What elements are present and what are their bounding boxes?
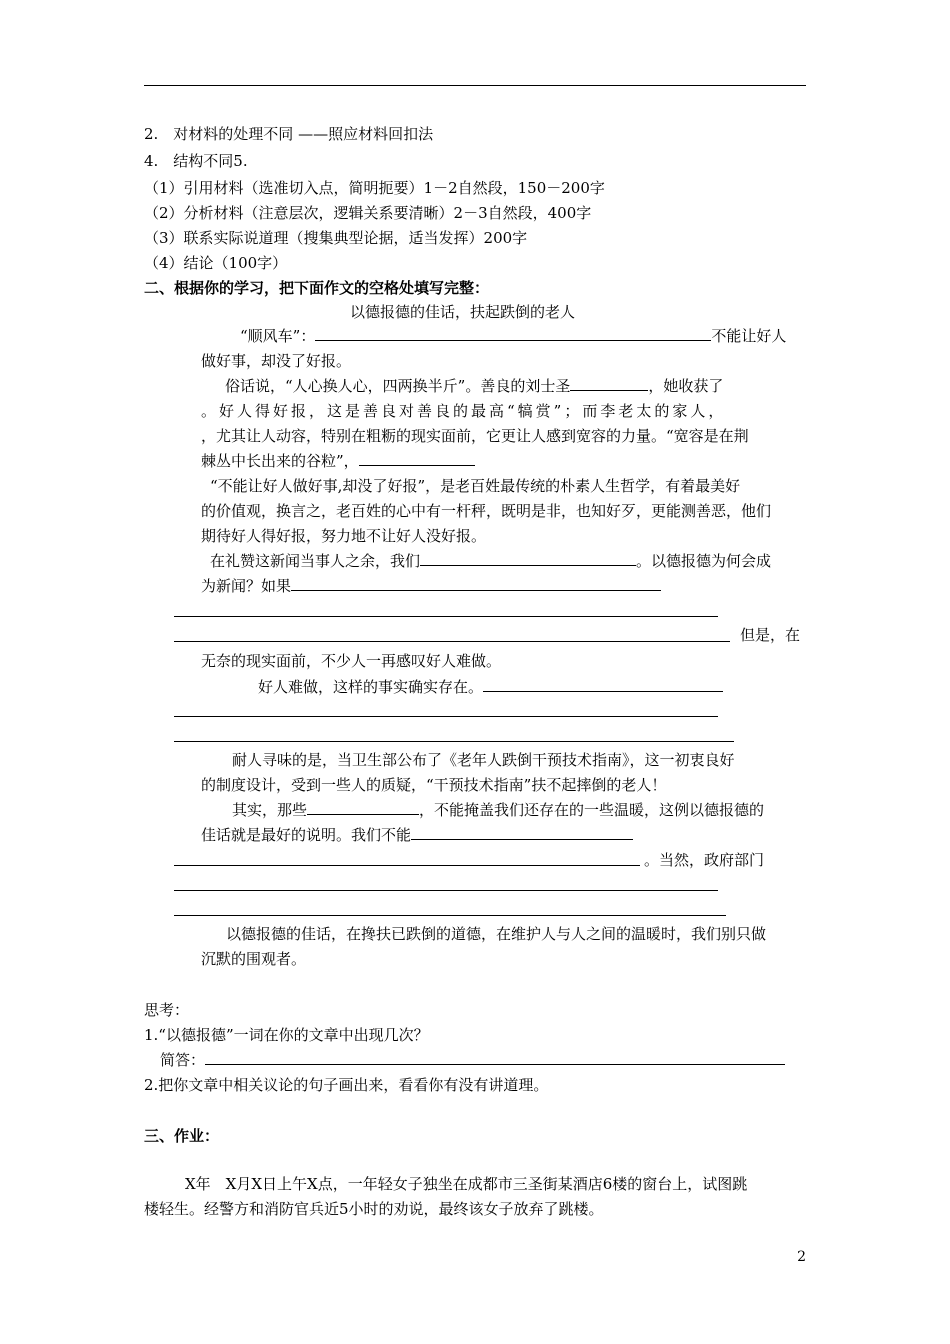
essay-text: 期待好人得好报，努力地不让好人没好报。 xyxy=(201,527,487,545)
outline-item: （3）联系实际说道理（搜集典型论据，适当发挥）200字 xyxy=(144,229,528,247)
outline-item: （2）分析材料（注意层次，逻辑关系要清晰）2－3自然段，400字 xyxy=(144,204,592,222)
fill-blank[interactable] xyxy=(174,890,718,891)
essay-text: ，她收获了 xyxy=(648,377,724,395)
fill-blank[interactable] xyxy=(315,326,711,341)
outline-item: 2. 对材料的处理不同 ——照应材料回扣法 xyxy=(144,125,434,143)
essay-text: ，尤其让人动容，特别在粗粝的现实面前，它更让人感到宽容的力量。“宽容是在荆 xyxy=(201,427,749,445)
essay-text: “不能让好人做好事,却没了好报”，是老百姓最传统的朴素人生哲学，有着最美好 xyxy=(210,477,741,495)
essay-text: 在礼赞这新闻当事人之余，我们 xyxy=(210,552,421,570)
fill-blank[interactable] xyxy=(174,716,718,717)
outline-item: 4. 结构不同5. xyxy=(144,152,248,170)
essay-text: 的价值观，换言之，老百姓的心中有一杆秤，既明是非，也知好歹，更能测善恶，他们 xyxy=(201,502,772,520)
essay-text: 做好事，却没了好报。 xyxy=(201,352,352,370)
essay-title: 以德报德的佳话，扶起跌倒的老人 xyxy=(350,303,576,321)
essay-text: 为新闻？如果 xyxy=(201,577,292,595)
think-heading: 思考： xyxy=(144,1001,190,1019)
fill-blank[interactable] xyxy=(174,865,640,866)
fill-blank[interactable] xyxy=(483,677,723,692)
essay-text: 。当然，政府部门 xyxy=(644,851,765,869)
essay-text: 的制度设计，受到一些人的质疑，“干预技术指南”扶不起摔倒的老人！ xyxy=(201,776,667,794)
essay-text: 佳话就是最好的说明。我们不能 xyxy=(201,826,412,844)
essay-text: 俗话说，“人心换人心，四两换半斤”。善良的刘士圣 xyxy=(225,377,571,395)
essay-text: 沉默的围观者。 xyxy=(201,950,307,968)
essay-text: 但是，在 xyxy=(740,626,801,644)
answer-blank[interactable] xyxy=(205,1050,785,1065)
header-rule xyxy=(144,85,806,86)
fill-blank[interactable] xyxy=(174,616,718,617)
essay-text: “顺风车”： xyxy=(240,327,316,345)
homework-text: X年 X月X日上午X点，一年轻女子独坐在成都市三圣街某酒店6楼的窗台上，试图跳 xyxy=(185,1175,748,1193)
essay-text: 不能让好人 xyxy=(711,327,787,345)
essay-text: 其实，那些 xyxy=(232,801,308,819)
fill-blank[interactable] xyxy=(411,825,633,840)
page-number: 2 xyxy=(797,1249,806,1265)
essay-text: 耐人寻味的是，当卫生部公布了《老年人跌倒干预技术指南》，这一初衷良好 xyxy=(232,751,735,769)
fill-blank[interactable] xyxy=(174,741,734,742)
question: 2.把你文章中相关议论的句子画出来，看看你有没有讲道理。 xyxy=(144,1076,549,1094)
fill-blank[interactable] xyxy=(291,576,661,591)
essay-text: 。以德报德为何会成 xyxy=(636,552,772,570)
fill-blank[interactable] xyxy=(307,800,419,815)
question: 1.“以德报德”一词在你的文章中出现几次？ xyxy=(144,1026,429,1044)
answer-label: 简答： xyxy=(160,1051,206,1069)
fill-blank[interactable] xyxy=(420,551,636,566)
fill-blank[interactable] xyxy=(174,641,730,642)
essay-text: 棘丛中长出来的谷粒”， xyxy=(201,452,359,470)
outline-item: （1）引用材料（选准切入点，简明扼要）1－2自然段，150－200字 xyxy=(144,179,605,197)
section2-heading: 二、根据你的学习，把下面作文的空格处填写完整： xyxy=(144,279,490,297)
essay-text: 好人难做，这样的事实确实存在。 xyxy=(258,678,484,696)
essay-text: 。好人得好报，这是善良对善良的最高“犒赏”；而李老太的家人， xyxy=(201,402,727,420)
homework-text: 楼轻生。经警方和消防官兵近5小时的劝说，最终该女子放弃了跳楼。 xyxy=(144,1200,604,1218)
outline-item: （4）结论（100字） xyxy=(144,254,288,272)
essay-text: 以德报德的佳话，在搀扶已跌倒的道德，在维护人与人之间的温暖时，我们别只做 xyxy=(226,925,767,943)
fill-blank[interactable] xyxy=(570,376,648,391)
essay-text: ，不能掩盖我们还存在的一些温暖，这例以德报德的 xyxy=(419,801,765,819)
fill-blank[interactable] xyxy=(359,451,475,466)
section3-heading: 三、作业： xyxy=(144,1127,220,1145)
fill-blank[interactable] xyxy=(174,915,726,916)
essay-text: 无奈的现实面前，不少人一再感叹好人难做。 xyxy=(201,652,502,670)
